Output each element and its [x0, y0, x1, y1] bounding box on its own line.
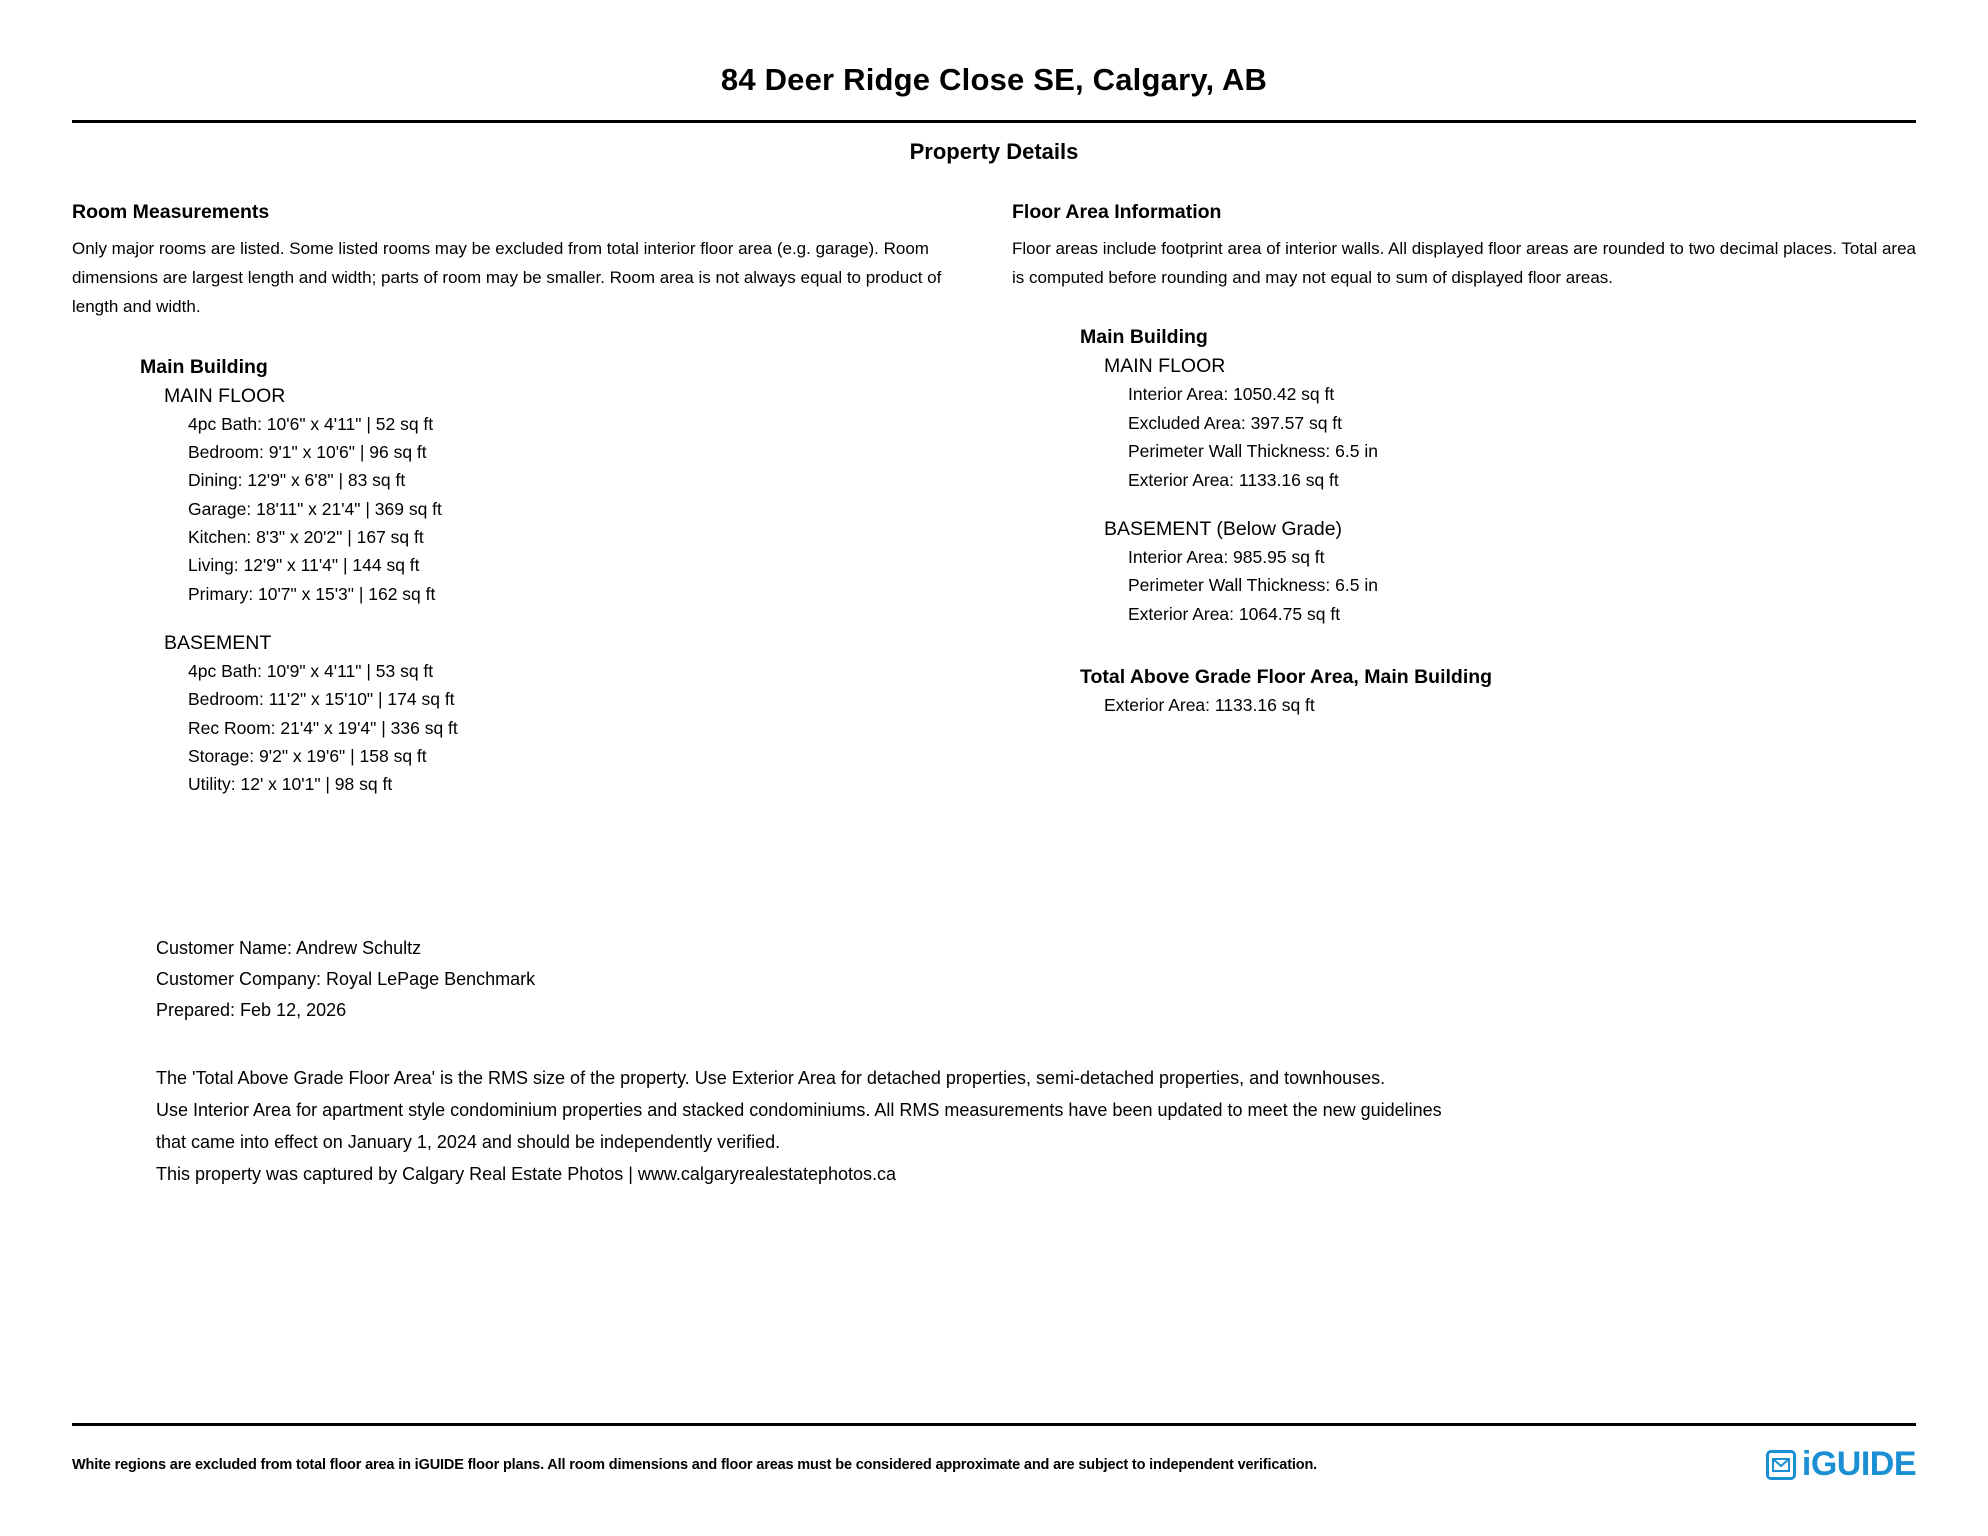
page-subtitle: Property Details — [909, 139, 1079, 164]
room-entry: Bedroom: 9'1" x 10'6" | 96 sq ft — [188, 442, 427, 463]
floor-title: BASEMENT — [164, 632, 272, 655]
room-entry: Storage: 9'2" x 19'6" | 158 sq ft — [188, 746, 427, 767]
iguide-logo — [1766, 1445, 1916, 1484]
iguide-logo-text: iGUIDE — [1801, 1445, 1916, 1483]
floor-area-column — [994, 201, 1916, 823]
floor-block-basement — [72, 632, 954, 799]
area-entry: Perimeter Wall Thickness: 6.5 in — [1128, 441, 1378, 462]
content-columns — [0, 165, 1988, 823]
floor-title: BASEMENT (Below Grade) — [1104, 517, 1343, 540]
footer-note: White regions are excluded from total floor area in iGUIDE floor plans. All room dimensions and floor areas must be considered approximate and are subject to independent verification. — [72, 1456, 1318, 1473]
right-main-building-group — [1012, 326, 1916, 719]
area-entry: Interior Area: 1050.42 sq ft — [1128, 384, 1335, 405]
room-entry: Bedroom: 11'2" x 15'10" | 174 sq ft — [188, 689, 455, 710]
room-entry: Utility: 12' x 10'1" | 98 sq ft — [188, 774, 393, 795]
room-entry: Living: 12'9" x 11'4" | 144 sq ft — [188, 555, 420, 576]
capture-credit-line: This property was captured by Calgary Real Estate Photos | www.calgaryrealestatephotos.ca — [156, 1163, 897, 1184]
room-measurements-note: Only major rooms are listed. Some listed rooms may be excluded from total interior floor area (e.g. garage). Room dimensions are largest length and width; parts of room may be smaller. Room area is not always equal to product of length and width. — [72, 239, 942, 317]
left-building-title: Main Building — [140, 355, 268, 378]
area-entry: Interior Area: 985.95 sq ft — [1128, 546, 1325, 567]
disclaimer-line: Use Interior Area for apartment style condominium properties and stacked condominiums. All RMS measurements have been updated to meet the new guidelines — [156, 1099, 1442, 1120]
area-entry: Exterior Area: 1064.75 sq ft — [1128, 603, 1341, 624]
floor-area-heading: Floor Area Information — [1012, 201, 1222, 223]
area-entry: Exterior Area: 1133.16 sq ft — [1128, 469, 1339, 490]
room-measurements-column — [72, 201, 994, 823]
floor-title: MAIN FLOOR — [1104, 355, 1226, 378]
disclaimer-block — [0, 1062, 1988, 1190]
area-entry: Perimeter Wall Thickness: 6.5 in — [1128, 575, 1378, 596]
prepared-date: Prepared: Feb 12, 2026 — [156, 999, 347, 1020]
room-entry: Primary: 10'7" x 15'3" | 162 sq ft — [188, 583, 436, 604]
room-entry: 4pc Bath: 10'6" x 4'11" | 52 sq ft — [188, 413, 434, 434]
left-main-building-group — [72, 356, 954, 799]
iguide-logo-mark-icon — [1766, 1450, 1796, 1480]
room-entry: Kitchen: 8'3" x 20'2" | 167 sq ft — [188, 527, 424, 548]
header-divider — [72, 120, 1916, 123]
floor-area-note: Floor areas include footprint area of interior walls. All displayed floor areas are rounded to two decimal places. Total area is computed before rounding and may not equal to sum of displayed floor areas. — [1012, 239, 1917, 288]
area-block-main — [1012, 355, 1916, 493]
room-entry: 4pc Bath: 10'9" x 4'11" | 53 sq ft — [188, 661, 434, 682]
footer-divider — [72, 1423, 1916, 1426]
disclaimer-line: The 'Total Above Grade Floor Area' is the RMS size of the property. Use Exterior Area for detached properties, semi-detached properties, and townhouses. — [156, 1067, 1386, 1088]
room-entry: Dining: 12'9" x 6'8" | 83 sq ft — [188, 470, 406, 491]
page-footer — [72, 1445, 1916, 1484]
customer-name: Customer Name: Andrew Schultz — [156, 937, 422, 958]
area-entry: Excluded Area: 397.57 sq ft — [1128, 412, 1343, 433]
floor-block-main — [72, 385, 954, 608]
customer-company: Customer Company: Royal LePage Benchmark — [156, 968, 536, 989]
room-measurements-heading: Room Measurements — [72, 201, 270, 223]
floor-title: MAIN FLOOR — [164, 384, 286, 407]
area-block-basement — [1012, 518, 1916, 628]
total-above-grade-title: Total Above Grade Floor Area, Main Building — [1080, 665, 1493, 688]
customer-info — [0, 933, 1988, 1026]
room-entry: Rec Room: 21'4" x 19'4" | 336 sq ft — [188, 717, 458, 738]
total-above-grade-value: Exterior Area: 1133.16 sq ft — [1104, 694, 1315, 715]
disclaimer-line: that came into effect on January 1, 2024 and should be independently verified. — [156, 1131, 781, 1152]
page-title: 84 Deer Ridge Close SE, Calgary, AB — [720, 62, 1268, 97]
right-building-title: Main Building — [1080, 326, 1208, 349]
room-entry: Garage: 18'11" x 21'4" | 369 sq ft — [188, 498, 442, 519]
